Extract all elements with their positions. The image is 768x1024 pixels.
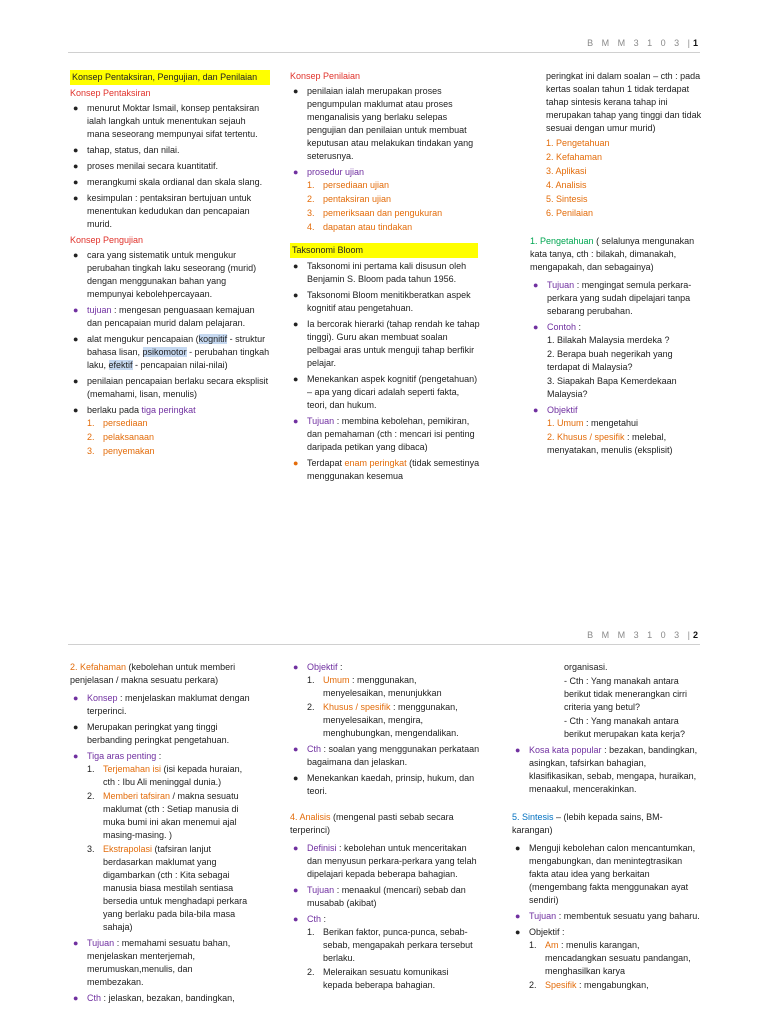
aplikasi-list [290,661,480,798]
list-item: ● Cth : 1. Berikan faktor, punca-punca, sebab-sebab, mengapakah perkara tersebut berlaku. 2. Meleraikan sesuatu komunikasi kepada beberapa bahagian. [290,913,480,992]
analisis-continued: organisasi. - Cth : Yang manakah antara berikut tidak menerangkan cirri criteria yang betul? - Cth : Yang manakah antara berikut merupakan kata kerja? [564,662,688,739]
list-item: ● Taksonomi ini pertama kali disusun oleh Benjamin S. Bloom pada tahun 1956. [293,261,467,284]
analisis-list [290,842,480,992]
list-item: ● Tujuan : membina kebolehan, pemikiran, dan pemahaman (cth : mencari isi penting daripada petikan yang dibaca) [293,416,475,452]
step-item: 2. pentaksiran ujian [307,194,392,204]
prosedur-steps [307,179,480,234]
list-item: ● Tiga aras penting : 1. Terjemahan isi (isi kepada huraian, cth : Ibu Ali meninggal dunia.) 2. Memberi tafsiran / makna sesuatu maklumat (cth : Setiap manusia di muka bumi ini akan menemui ajal masing-masing. ) 3. Ekstrapolasi (tafsiran lanjut berdasarkan maklumat yang digambarkan (cth : Kita sebagai manusia biasa mestilah sentiasa bersedia untuk menghadapi perkara yang berlaku pada bila-bila masa sahaja) [70,750,250,934]
page1-column-2 [290,70,480,486]
header-course-code: B M M 3 1 0 3 | [587,38,693,48]
pengetahuan-heading: 1. Pengetahuan ( selalunya mengunakan kata tanya, cth : bilakah, dimanakah, mengapakah, dan sebagainya) [530,236,695,272]
stage-item: 2. pelaksanaan [87,432,155,442]
header-rule [68,644,700,645]
list-item: ● Taksonomi Bloom menitikberatkan aspek kognitif atau pengetahuan. [293,290,471,313]
list-item: ● Kosa kata popular : bezakan, bandingkan, asingkan, tafsirkan bahagian, klasifikasikan, sebab, mengapa, huraikan, menaakul, mencerakinkan. [515,745,698,794]
page-header [587,37,698,50]
list-item: ● penilaian ialah merupakan proses pengumpulan maklumat atau proses menganalisis yang berlaku selepas pengujian dan penilaian untuk membuat keputusan atau melakukan tindakan yang seterusnya. [293,86,474,161]
list-item: ● Merupakan peringkat yang tinggi berbanding peringkat pengetahuan. [73,722,230,745]
header-rule [68,52,700,53]
list-item: ● Objektif 1. Umum : mengetahui 2. Khusus / spesifik : melebal, menyatakan, menulis (eksplisit) [533,405,673,455]
kefahaman-list [70,692,250,1005]
section-title-pengujian: Konsep Pengujian [70,235,144,245]
pengetahuan-list [530,279,705,457]
section-title-pentaksiran: Konsep Pentaksiran [70,88,151,98]
step-item: 1. persediaan ujian [307,180,390,190]
list-item: ● berlaku pada tiga peringkat 1. persediaan 2. pelaksanaan 3. penyemakan [70,404,270,458]
penilaian-list [290,85,480,234]
section-heading-taksonomi: Taksonomi Bloom [290,243,478,258]
level-item: 4. Analisis [546,180,587,190]
list-item: ● Tujuan : menaakul (mencari) sebab dan musabab (akibat) [293,885,466,908]
pengujian-list [70,249,270,458]
list-item: ● Cth : jelaskan, bezakan, bandingkan, [73,993,235,1003]
objektif-item: 1. Am : menulis karangan, mencadangkan sesuatu pandangan, menghasilkan karya [529,940,691,976]
aras-item: 3. Ekstrapolasi (tafsiran lanjut berdasarkan maklumat yang digambarkan (cth : Kita sebagai manusia biasa mestilah sentiasa bersedia untuk menghadapi perkara yang berlaku pada bila-bila masa sahaja) [87,844,248,932]
level-item: 6. Penilaian [546,208,594,218]
list-item: ● cara yang sistematik untuk mengukur perubahan tingkah laku seseorang (murid) dengan menggunakan bahan yang mempunyai kebolehpercayaan. [73,250,257,299]
list-item: ● Konsep : menjelaskan maklumat dengan terperinci. [73,693,250,716]
stage-item: 3. penyemakan [87,446,155,456]
list-item: ● Tujuan : mengingat semula perkara-perkara yang sudah dipelajari tanpa sebarang perubahan. [533,280,692,316]
list-item: ● proses menilai secara kuantitatif. [73,161,219,171]
page-header [587,629,698,642]
list-item: ● prosedur ujian 1. persediaan ujian 2. pentaksiran ujian 3. pemeriksaan dan pengukuran 4. dapatan atau tindakan [290,166,480,234]
page2-column-3 [512,661,702,995]
step-item: 3. pemeriksaan dan pengukuran [307,208,443,218]
list-item: ● Cth : soalan yang menggunakan perkataan bagaimana dan jelaskan. [293,744,480,767]
analisis-heading: 4. Analisis (mengenal pasti sebab secara terperinci) [290,812,454,835]
list-item: ● Ia bercorak hierarki (tahap rendah ke tahap tinggi). Guru akan membuat soalan pelbagai aras untuk menguji tahap berfikir pelajar. [293,319,480,368]
taksonomi-list [290,260,480,483]
levels-list [546,137,705,220]
list-item: ● kesimpulan : pentaksiran bertujuan untuk menentukan kedudukan dan pencapaian murid. [73,193,252,229]
aras-item: 1. Terjemahan isi (isi kepada huraian, cth : Ibu Ali meninggal dunia.) [87,764,243,787]
list-item: ● menurut Moktar Ismail, konsep pentaksiran ialah langkah untuk menentukan sejauh mana seseorang mempunyai sifat tertentu. [73,103,260,139]
list-item: ● Menekankan aspek kognitif (pengetahuan) – apa yang dicari adalah seperti fakta, teori, dan hukum. [293,374,478,410]
list-item: ● Terdapat enam peringkat (tidak semestinya menggunakan kesemua [293,458,480,481]
page1-column-1 [70,70,270,461]
stages-list [87,417,270,458]
objektif-item: 2. Spesifik : mengabungkan, [529,980,649,990]
list-item: ● merangkumi skala ordianal dan skala slang. [73,177,263,187]
cth-item: 1. Berikan faktor, punca-punca, sebab-sebab, mengapakah perkara tersebut berlaku. [307,927,473,963]
list-item: ● Contoh : 1. Bilakah Malaysia merdeka ? 2. Berapa buah negerikah yang terdapat di Malaysia? 3. Siapakah Bapa Kemerdekaan Malaysia? [533,322,677,399]
list-item: ● Tujuan : memahami sesuatu bahan, menjelaskan menterjemah, merumuskan,menulis, dan membezakan. [73,938,231,987]
list-item: ● tujuan : mengesan penguasaan kemajuan dan pencapaian murid dalam pelajaran. [73,305,255,328]
kefahaman-heading: 2. Kefahaman (kebolehan untuk memberi penjelasan / makna sesuatu perkara) [70,662,236,685]
aras-item: 2. Memberi tafsiran / makna sesuatu maklumat (cth : Setiap manusia di muka bumi ini akan menemui ajal masing-masing. ) [87,791,239,840]
level-item: 2. Kefahaman [546,152,603,162]
section-heading-highlight: Konsep Pentaksiran, Pengujian, dan Penilaian [70,70,270,85]
list-item: ● alat mengukur pencapaian (kognitif - struktur bahasa lisan, psikomotor - perubahan tingkah laku, efektif - pencapaian nilai-nilai) [73,334,270,370]
objektif-list [307,674,480,740]
section-title-penilaian: Konsep Penilaian [290,71,361,81]
sintesis-list [512,842,702,992]
page-2 [0,616,768,1024]
sintesis-heading: 5. Sintesis – (lebih kepada sains, BM-karangan) [512,812,663,835]
cth-item: 2. Meleraikan sesuatu komunikasi kepada beberapa bahagian. [307,967,449,990]
list-item: ● Tujuan : membentuk sesuatu yang baharu. [515,911,700,921]
objektif-item: 1. Umum : menggunakan, menyelesaikan, menunjukkan [307,675,442,698]
list-item: ● tahap, status, dan nilai. [73,145,180,155]
level-item: 1. Pengetahuan [546,138,610,148]
cth-list [307,926,480,992]
objektif-item: 2. Khusus / spesifik : menggunakan, menyelesaikan, mengira, menghubungkan, mengendalikan. [307,702,459,738]
stage-item: 1. persediaan [87,418,148,428]
list-item: ● Menguji kebolehan calon mencantumkan, mengabungkan, dan menintegtrasikan fakta atau idea yang berkaitan (mengembang fakta menggunakan ayat sendiri) [515,843,696,905]
level-item: 5. Sintesis [546,194,588,204]
levels-intro: peringkat ini dalam soalan – cth : pada kertas soalan tahun 1 tidak terdapat tahap sintesis kerana tahap ini merupakan tahap yang tinggi dan tidak sesuai dengan umur murid) 1. Pengetahuan 2. Kefahaman 3. Aplikasi 4. Analisis 5. Sintesis 6. Penilaian [530,70,705,220]
header-page-number: 1 [692,38,698,48]
aras-list [87,763,250,934]
pentaksiran-list [70,102,270,231]
list-item: ● penilaian pencapaian berlaku secara eksplisit (memahami, lisan, menulis) [73,376,269,399]
list-item: ● Objektif : 1. Am : menulis karangan, mencadangkan sesuatu pandangan, menghasilkan karya 2. Spesifik : mengabungkan, [512,926,702,992]
kosa-list [512,744,702,796]
list-item: ● Definisi : kebolehan untuk menceritakan dan menyusun perkara-perkara yang telah dipelajari kepada beberapa bahagian. [293,843,477,879]
header-course-code: B M M 3 1 0 3 | [587,630,693,640]
page2-column-2 [290,661,480,995]
sintesis-objektif-list [529,939,702,992]
list-item: ● Menekankan kaedah, prinsip, hukum, dan teori. [293,773,475,796]
header-page-number: 2 [692,630,698,640]
step-item: 4. dapatan atau tindakan [307,222,413,232]
page1-column-3 [530,70,705,460]
page2-column-1 [70,661,250,1008]
level-item: 3. Aplikasi [546,166,587,176]
list-item: ● Objektif : 1. Umum : menggunakan, menyelesaikan, menunjukkan 2. Khusus / spesifik : menggunakan, menyelesaikan, mengira, menghubungkan, mengendalikan. [290,661,480,740]
